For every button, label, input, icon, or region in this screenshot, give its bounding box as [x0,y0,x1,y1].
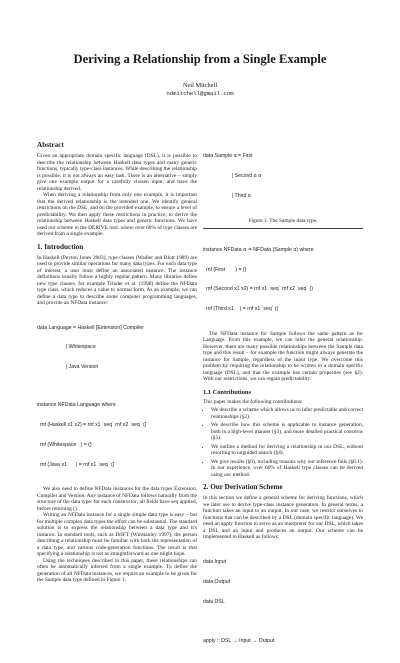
code-nfdata-sample [203,234,363,326]
code-language-type [37,312,197,385]
code-line: apply :: DSL → Input → Output [203,638,275,645]
abstract-paragraph-1: Given an appropriate domain specific language (DSL), it is possible to describe the relationship between Haskell data types and many generic functions, typically type-class instances. While describing the relationship is possible, it is not always an easy task. There is an alternative – simply give one example output for a carefully chosen input, and have the relationship derived. [37,153,197,192]
contributions-list [203,407,363,478]
code-line: data DSL [203,598,225,605]
code-line [203,618,363,625]
code-line: | Third α [203,192,251,199]
code-line: rnf (Haskell x1 x2) = rnf x1 `seq` rnf x2 `seq` () [37,422,147,428]
right-column [203,140,363,663]
code-line: instance NFData Language where [37,402,116,409]
code-line: rnf (First ) = () [203,266,247,273]
list-item: • We outline a method for deriving a relationship in our DSL, without resorting to unguided search (§4). [211,444,363,457]
figure-1-code [203,140,363,213]
paper-title: Deriving a Relationship from a Single Example [73,52,327,66]
contributions-intro: This paper makes the following contributions: [203,398,303,405]
code-nfdata-language [37,389,197,481]
section-1-1-heading: 1.1 Contributions [203,388,251,396]
author-email: ndmitchell@gmail.com [166,90,234,97]
code-line: data Output [203,578,231,585]
code-line: data Sample α = First [203,153,253,160]
author-name: Neil Mitchell [182,82,218,89]
left-column [37,140,197,584]
code-line: data Language = Haskell [Extension] Compiler [37,324,144,331]
abstract-paragraph-2: When deriving a relationship from only one example, it is important that the derived relationship is the intended one. We identify general restrictions on the DSL, and on the provided example, to ensure a level of predictability. We then apply these restrictions in practice, to derive the relationship between Haskell data types and generic functions. We have used our scheme in the DERIVE tool, where over 60% of type classes are derived from a single example. [37,192,197,237]
sample-paragraph: The NFData instance for Sample follows the same pattern as for Language. From this example, we can infer the general relationship. However, there are many possible relationships between the Sample data type and this result – for example the function might always generate the instance for Sample, regardless of the input type. We overcome this problem by requiring the relationship to be written in a domain specific language (DSL), and that the example has certain properties (see §2). With our restrictions, we can regain predictability. [203,330,363,383]
code-line: rnf (Third x1 ) = rnf x1 `seq` () [203,306,279,313]
code-line: rnf (Whitespace ) = () [37,441,92,448]
intro-paragraph-4: Using the techniques described in this paper, these relationships can often be automatically inferred from a single example. To define the generation of all NFData instances, we require an example to be given for the Sample data type defined in Figure 1: [37,557,197,584]
figure-divider [203,228,363,229]
intro-paragraph-1: In Haskell (Peyton Jones 2003), type classes (Wadler and Blott 1989) are used to provide similar operations for many data types. For each data type of interest, a user must define an associated instance. The instance definitions usually follow a highly regular pattern. Many libraries define new type classes, for example Trinder et al. (1998) define the NFData type class, which reduces a value to normal form. As an example, we can define a data type to describe some computer programming languages, and provide an NFData instance: [37,254,197,306]
section-2-paragraph: In this section we define a general scheme for deriving functions, which we later use to derive type-class instance generators. In general terms, a function takes an input to an output. In our case, we restrict ourselves to functions that can be described by a DSL (domain specific language). We need an apply function to serve as an interpreter for our DSL, which takes a DSL and an input and produces an output. Our scheme can be implemented in Haskell as follows: [203,495,363,541]
abstract-heading: Abstract [37,141,64,149]
list-item: • We describe how this scheme is applicable to instance generation, both in a high-level manner (§3), and more detailed practical concerns (§5). [211,422,363,442]
intro-paragraph-3: Writing an NFData instance for a single simple data type is easy – but for multiple complex data types the effort can be substantial. The standard solution is to express the relationship between a data type and it's instance. In standard tools, such as DrIFT (Winstanley 1997), the person describing a relationship must be familiar with both the representation of a data type, and various code-generation functions. The result is that specifying a relationship is not as straightforward as one might hope. [37,512,197,558]
code-line: instance NFData α ⇒ NFData (Sample α) where [203,246,314,253]
code-line: data Input [203,559,227,566]
list-item: • We describe a scheme which allows us to infer predictable and correct relationships (§2). [211,407,363,420]
code-line: | Java Version [37,364,99,371]
code-line: rnf (Java x1 ) = rnf x1 `seq` () [37,461,115,468]
code-scheme [203,546,363,658]
code-line: | Second α α [203,172,262,179]
intro-paragraph-2: We also need to define NFData instances for the data types Extension, Compiler and Version. Any instance of NFData follows naturally from the structure of the data type: for each constructor, all fields have seq applied, before returning (). [37,486,197,512]
figure-1-caption: Figure 1. The Sample data type. [248,217,318,224]
code-line: | Whitespace [37,344,96,351]
section-2-heading: 2. Our Derivation Scheme [203,483,283,492]
code-line: rnf (Second x1 x2) = rnf x1 `seq` rnf x2 `seq` () [203,286,313,293]
list-item: • We give results (§6), including reasons why our inference fails (§6.1). In our experience, over 60% of Haskell type classes can be derived using our method. [211,459,363,479]
section-1-heading: 1. Introduction [37,242,84,251]
